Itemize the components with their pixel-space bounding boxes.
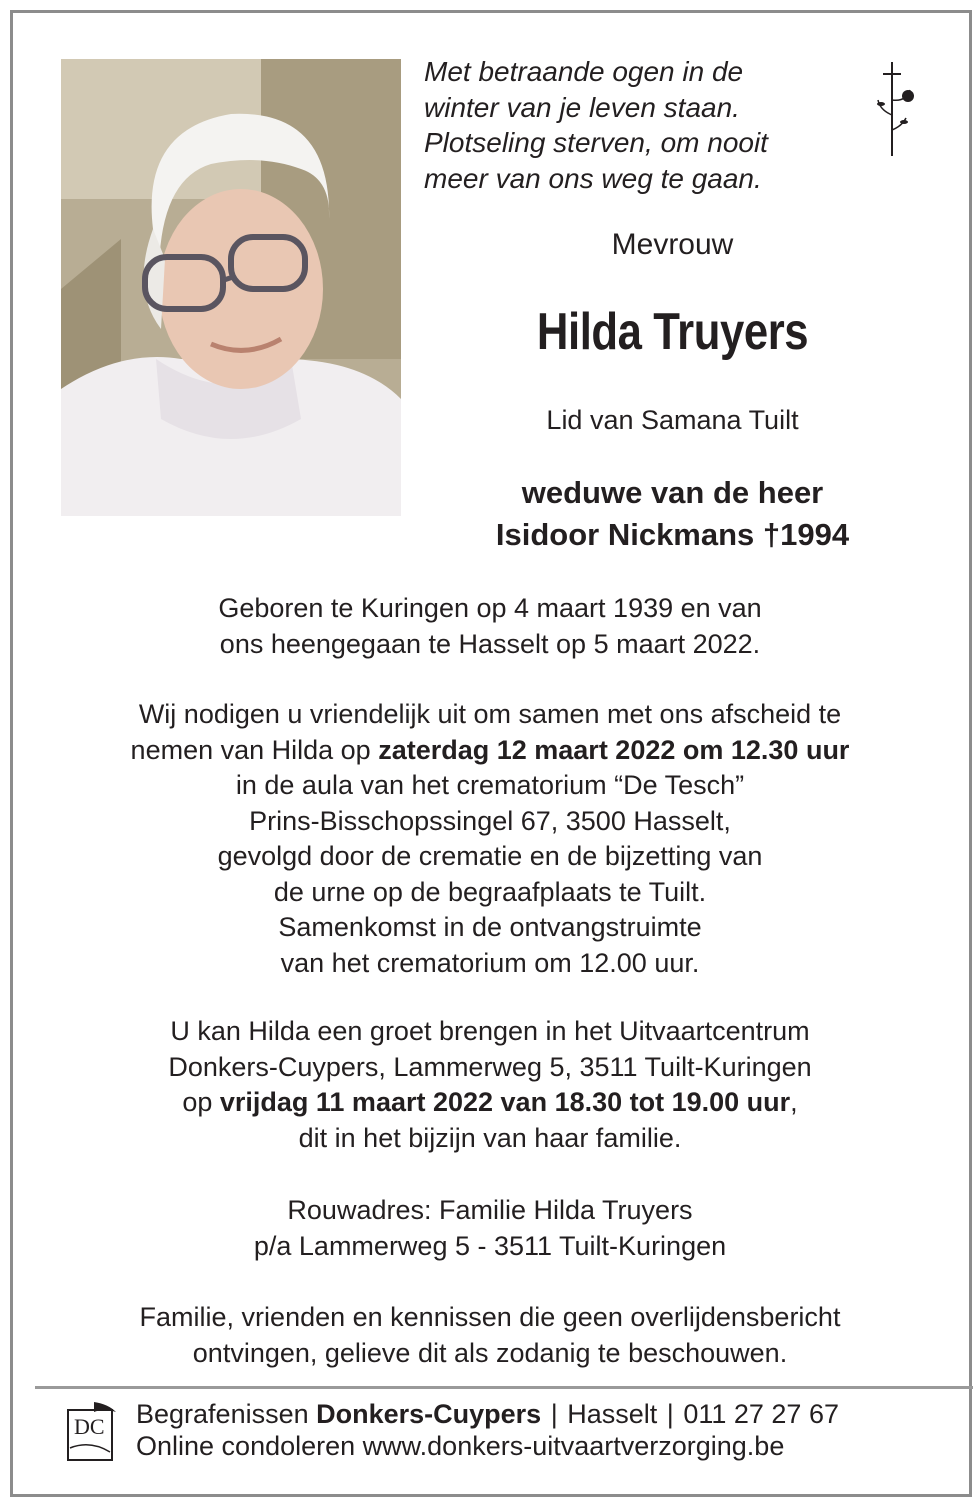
widow-line: Isidoor Nickmans †1994 (495, 517, 850, 552)
logo-letters: DC (74, 1414, 105, 1439)
visit-text: , (790, 1087, 798, 1117)
visit-line: U kan Hilda een groet brengen in het Uitvaartcentrum (170, 1016, 810, 1046)
footer-separator: | (666, 1399, 674, 1429)
ceremony-line: Wij nodigen u vriendelijk uit om samen met ons afscheid te (138, 699, 842, 729)
ceremony-line: Samenkomst in de ontvangstruimte (278, 912, 702, 942)
birth-line: Geboren te Kuringen op 4 maart 1939 en van (218, 593, 762, 623)
address-paragraph (30, 1193, 950, 1264)
widow-line: weduwe van de heer (521, 475, 824, 510)
address-line: p/a Lammerweg 5 - 3511 Tuilt-Kuringen (253, 1230, 727, 1261)
footer-prefix: Begrafenissen (136, 1399, 317, 1429)
address-line: Rouwadres: Familie Hilda Truyers (287, 1195, 693, 1225)
ceremony-line: Prins-Bisschopssingel 67, 3500 Hasselt, (249, 805, 731, 836)
footer-separator: | (550, 1399, 558, 1429)
poem-line: meer van ons weg te gaan. (424, 162, 762, 194)
deceased-name: Hilda Truyers (536, 303, 809, 361)
poem (424, 54, 844, 196)
footer-online[interactable]: Online condoleren www.donkers-uitvaartverzorging.be (136, 1431, 785, 1461)
funeral-home-logo (64, 1400, 120, 1464)
widow-of (440, 472, 905, 556)
visit-paragraph (30, 1014, 950, 1156)
ceremony-text: nemen van Hilda op (130, 734, 379, 765)
notice-line: Familie, vrienden en kennissen die geen overlijdensbericht (139, 1302, 841, 1332)
visit-date: vrijdag 11 maart 2022 van 18.30 tot 19.00 uur (219, 1087, 791, 1117)
visit-text: op (182, 1087, 220, 1117)
ceremony-line: van het crematorium om 12.00 uur. (280, 947, 700, 978)
birth-line: ons heengegaan te Hasselt op 5 maart 2022. (219, 628, 761, 659)
cross-with-rose-icon (872, 60, 920, 160)
ceremony-line: gevolgd door de crematie en de bijzetting van (217, 841, 763, 871)
visit-line: dit in het bijzijn van haar familie. (298, 1122, 682, 1153)
footer-city: Hasselt (567, 1399, 658, 1429)
notice-paragraph (30, 1300, 950, 1371)
poem-line: winter van je leven staan. (424, 91, 740, 123)
notice-line: ontvingen, gelieve dit als zodanig te beschouwen. (192, 1337, 788, 1368)
ceremony-date: zaterdag 12 maart 2022 om 12.30 uur (378, 734, 850, 765)
footer-company: Donkers-Cuypers (316, 1399, 542, 1429)
footer-line (136, 1398, 839, 1430)
footer-phone[interactable]: 011 27 27 67 (683, 1399, 839, 1429)
portrait-photo (61, 59, 401, 516)
poem-line: Met betraande ogen in de (424, 56, 744, 87)
visit-line (30, 1085, 950, 1121)
ceremony-line (30, 733, 950, 769)
ceremony-line: de urne op de begraafplaats te Tuilt. (273, 876, 707, 907)
birth-paragraph (30, 591, 950, 662)
footer (136, 1398, 839, 1462)
ceremony-line: in de aula van het crematorium “De Tesch” (235, 770, 745, 800)
footer-divider (35, 1386, 973, 1389)
ceremony-paragraph (30, 697, 950, 981)
membership: Lid van Samana Tuilt (546, 405, 799, 435)
poem-line: Plotseling sterven, om nooit (424, 127, 768, 158)
visit-line: Donkers-Cuypers, Lammerweg 5, 3511 Tuilt-Kuringen (168, 1051, 812, 1082)
portrait-image (61, 59, 401, 516)
title-honorific: Mevrouw (611, 228, 734, 261)
